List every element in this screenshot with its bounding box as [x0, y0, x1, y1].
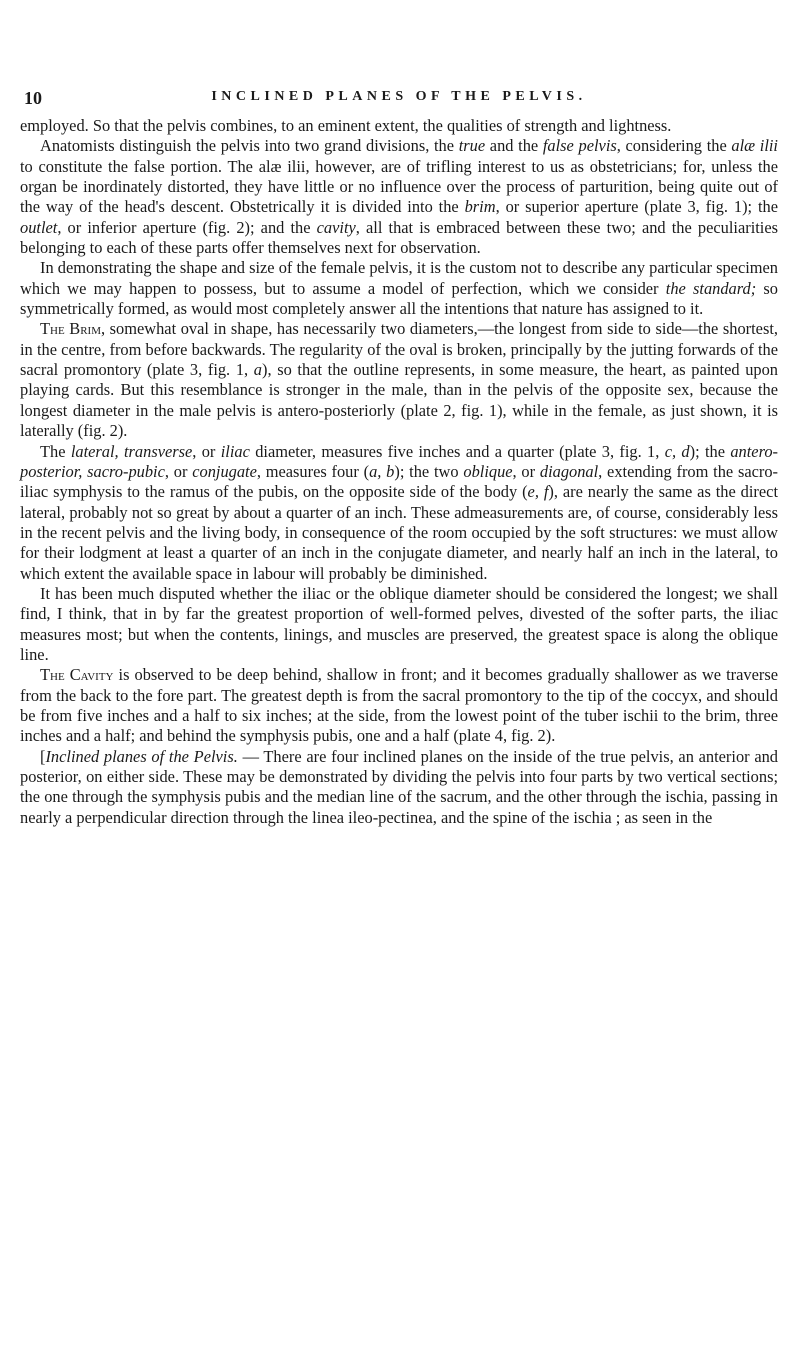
- paragraph-inclined-planes: [Inclined planes of the Pelvis. — There are four inclined planes on the inside of the true pelvis, an anterior and posterior, on either side. These may be demonstrated by dividing the pelvis into four parts by two vertical sections; the one through the symphysis pubis and the median line of the sacrum, and the other through the ischia, passing in nearly a perpendicular direction through the linea ileo-pectinea, and the spine of the ischia ; as seen in the: [20, 746, 779, 827]
- page-number: 10: [24, 88, 42, 108]
- paragraph-disputed: It has been much disputed whether the iliac or the oblique diameter should be considered the longest; we shall find, I think, that in by far the greatest proportion of well-formed pelves, divested of the softer parts, the iliac measures most; but when the contents, linings, and muscles are preserved, the greatest space is along the oblique line.: [20, 583, 778, 664]
- paragraph-standard: In demonstrating the shape and size of the female pelvis, it is the custom not to describe any particular specimen which we may happen to possess, but to assume a model of perfection, which we consider the standard; so symmetrically formed, as would most completely answer all the intentions that nature has assigned to it.: [20, 258, 779, 319]
- paragraph-continuation: employed. So that the pelvis combines, to an eminent extent, the qualities of strength and lightness.: [20, 116, 672, 135]
- body-text: [20, 116, 778, 828]
- paragraph-cavity: The Cavity is observed to be deep behind, shallow in front; and it becomes gradually shallower as we traverse from the back to the fore part. The greatest depth is from the sacral promontory to the tip of the coccyx, and should be from five inches and a half to six inches; at the side, from the lowest point of the tuber ischii to the brim, three inches and a half; and behind the symphysis pubis, one and a half (plate 4, fig. 2).: [20, 665, 778, 746]
- paragraph-diameters: The lateral, transverse, or iliac diameter, measures five inches and a quarter (plate 3, fig. 1, c, d); the antero-posterior, sacro-pubic, or conjugate, measures four (a, b); the two oblique, or diagonal, extending from the sacro-iliac symphysis to the ramus of the pubis, on the opposite side of the body (e, f), are nearly the same as the direct lateral, probably not so great by about a quarter of an inch. These admeasurements are, of course, considerably less in the recent pelvis and the living body, in consequence of the room occupied by the soft structures: we must allow for their lodgment at least a quarter of an inch in the conjugate diameter, and nearly half an inch in the lateral, to which extent the available space in labour will probably be diminished.: [20, 441, 779, 583]
- paragraph-brim: The Brim, somewhat oval in shape, has necessarily two diameters,—the longest from side to side—the shortest, in the centre, from before backwards. The regularity of the oval is broken, principally by the jutting forwards of the sacral promontory (plate 3, fig. 1, a), so that the outline represents, in some measure, the heart, as painted upon playing cards. But this resemblance is stronger in the male, than in the pelvis of the opposite sex, because the longest diameter in the male pelvis is antero-posteriorly (plate 2, fig. 1), while in the female, as just shown, it is laterally (fig. 2).: [20, 319, 778, 441]
- book-page: [20, 88, 778, 828]
- running-head: INCLINED PLANES OF THE PELVIS.: [211, 89, 587, 104]
- page-header: [20, 88, 778, 116]
- paragraph-divisions: Anatomists distinguish the pelvis into two grand divisions, the true and the false pelvis, considering the alæ ilii to constitute the false portion. The alæ ilii, however, are of trifling interest to us as obstetricians; for, unless the organ be inordinately distorted, they have little or no influence over the process of parturition, being quite out of the way of the head's descent. Obstetrically it is divided into the brim, or superior aperture (plate 3, fig. 1); the outlet, or inferior aperture (fig. 2); and the cavity, all that is embraced between these two; and the peculiarities belonging to each of these parts offer themselves next for observation.: [20, 136, 779, 258]
